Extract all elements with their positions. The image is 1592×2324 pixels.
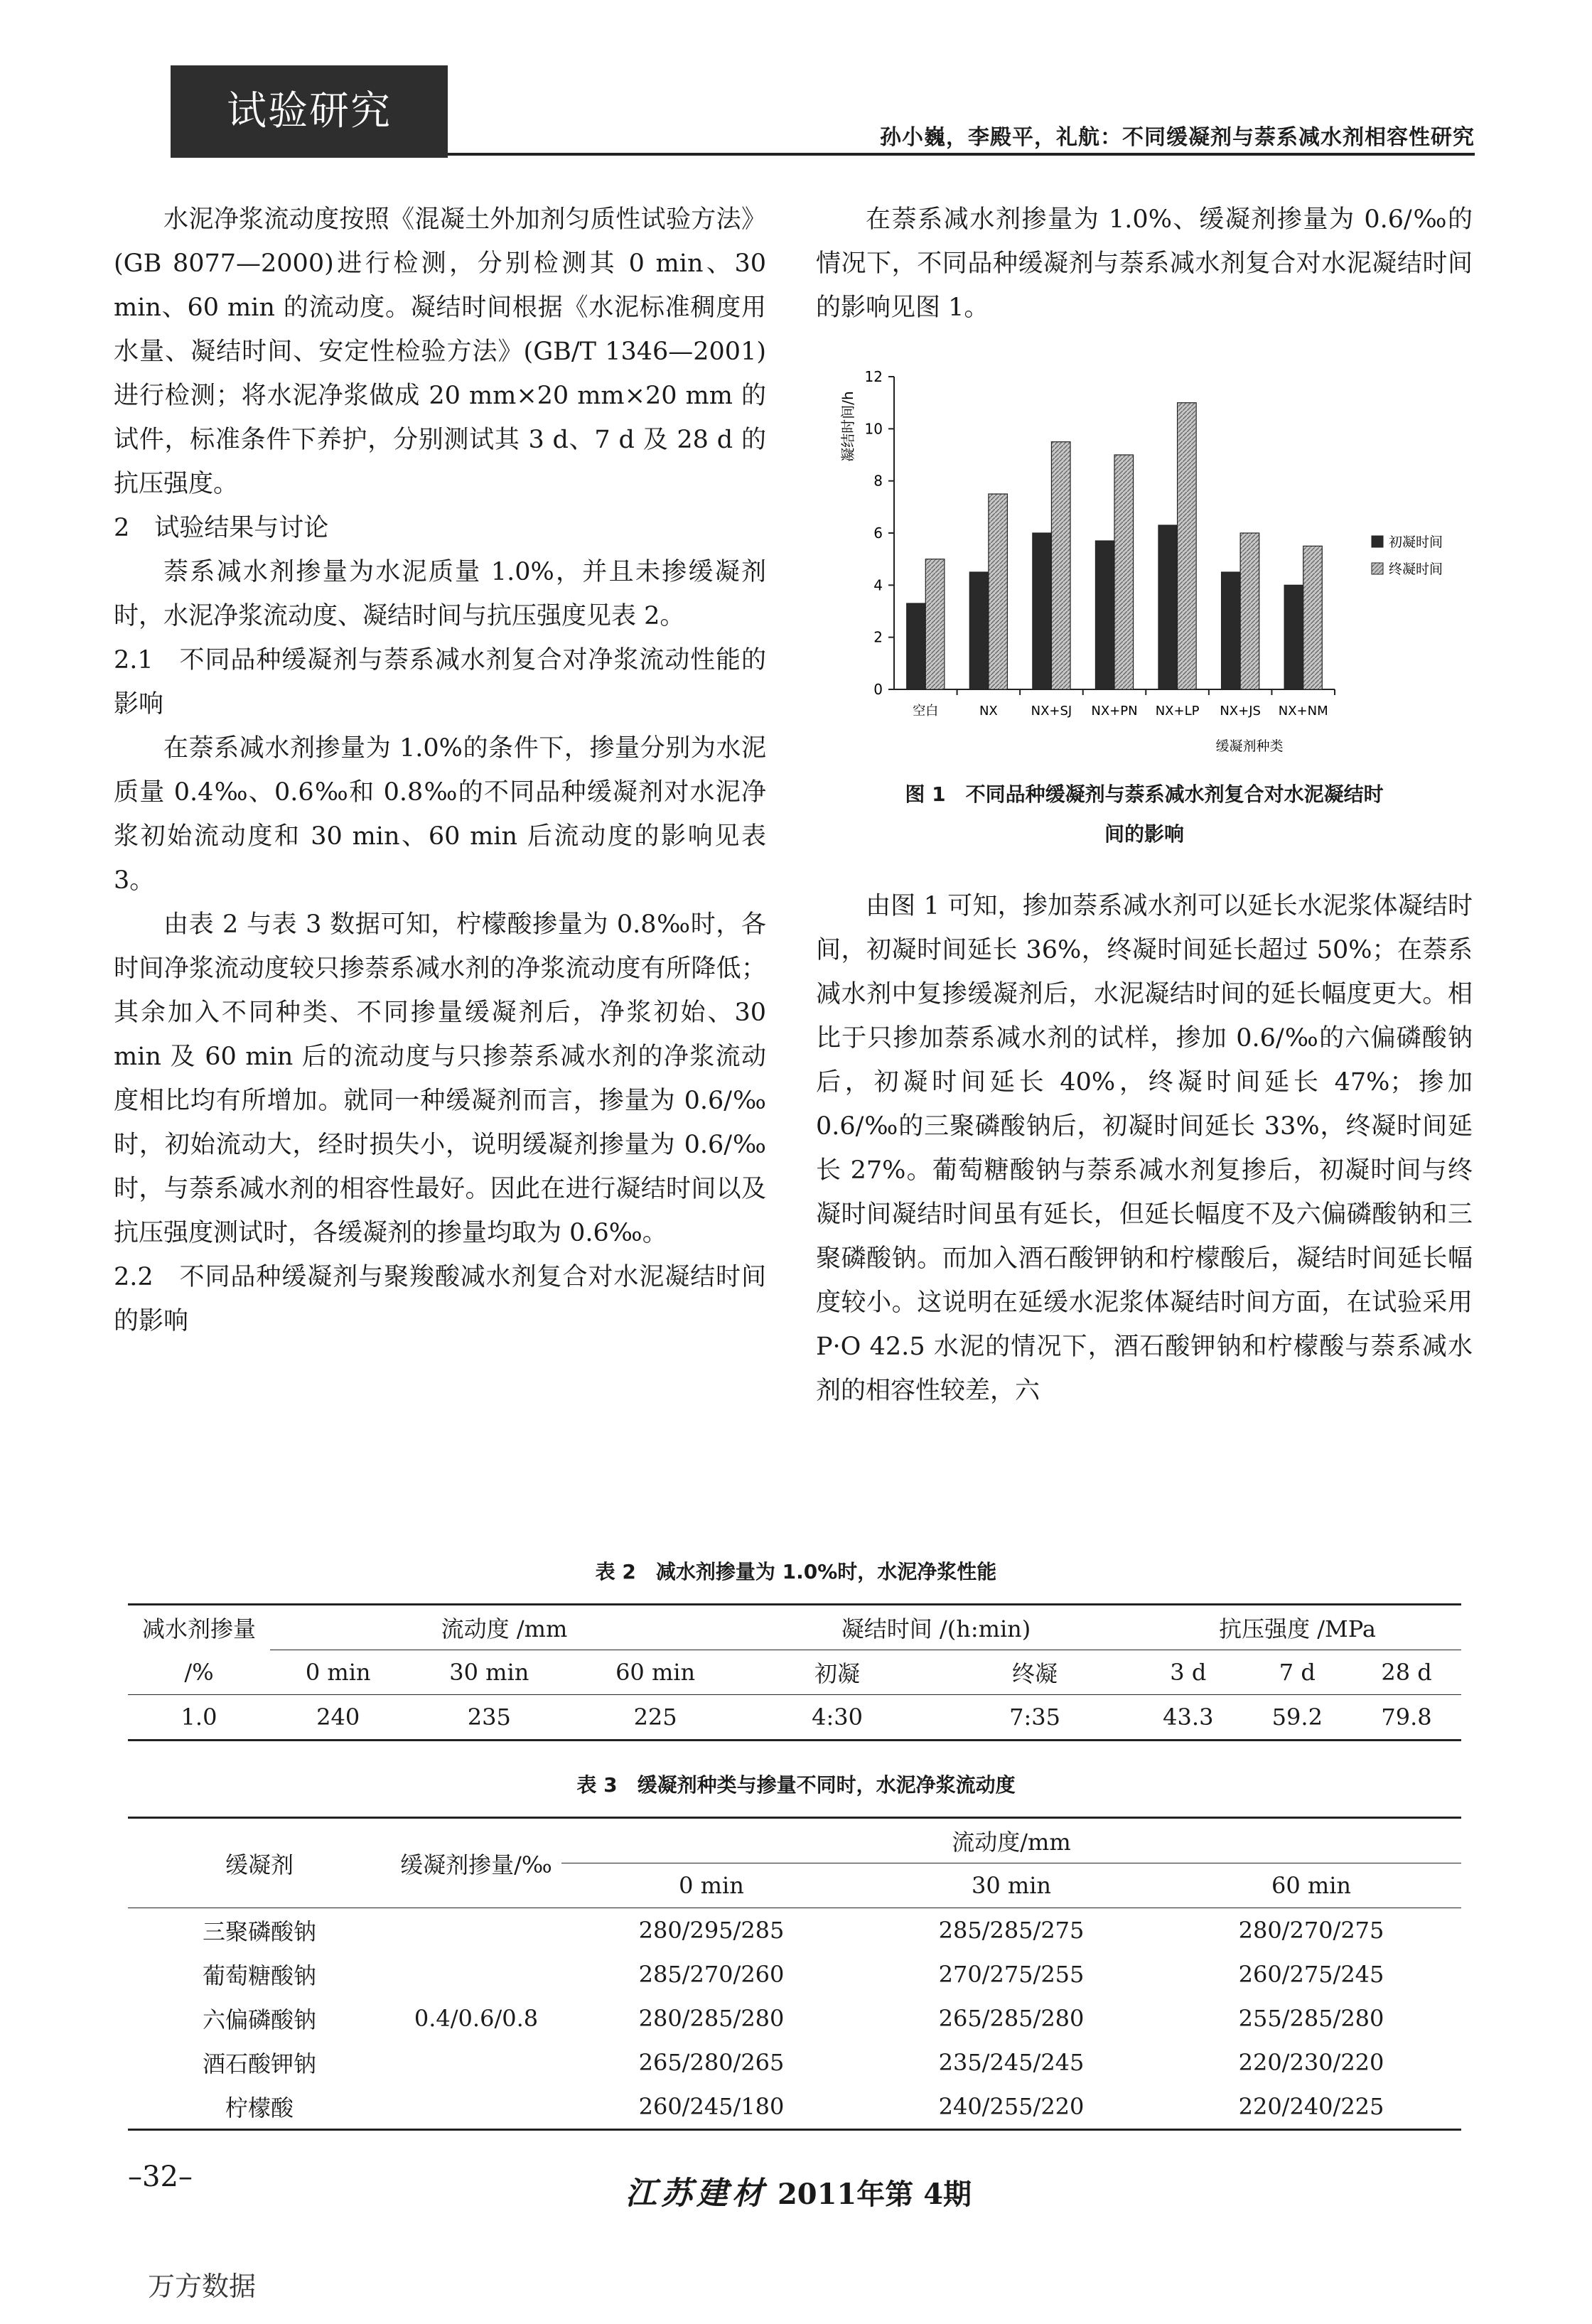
legend-label: 初凝时间	[1389, 534, 1443, 550]
watermark: 万方数据	[148, 2271, 257, 2302]
y-tick-label: 10	[864, 420, 883, 438]
table-cell: 7:35	[1009, 1704, 1060, 1731]
table-subheader: 30 min	[861, 1863, 1161, 1908]
right-column-bottom	[816, 884, 1473, 1413]
table-cell: 285/270/260	[638, 1961, 785, 1988]
table-cell: 柠檬酸	[225, 2094, 294, 2121]
table-header: 减水剂掺量	[141, 1615, 256, 1643]
figure-1-chart	[816, 355, 1473, 768]
y-axis-label: 凝结时间/h	[839, 391, 856, 462]
table-cell: 260/275/245	[1238, 1961, 1384, 1988]
x-tick-label: NX+LP	[1155, 704, 1200, 719]
table-subheader: 3 d	[1134, 1650, 1243, 1695]
table-cell: 1.0	[181, 1704, 217, 1731]
table-cell: 240	[316, 1704, 360, 1731]
x-tick-label: NX+SJ	[1031, 704, 1072, 719]
x-tick-label: 空白	[913, 704, 939, 719]
y-tick-label: 4	[873, 576, 883, 594]
bar-initial-set	[969, 572, 989, 689]
legend-swatch	[1372, 536, 1383, 547]
y-tick-label: 0	[873, 681, 883, 698]
y-tick-label: 6	[873, 524, 883, 542]
x-tick-label: NX+NM	[1278, 704, 1328, 719]
table-cell: 0.4/0.6/0.8	[414, 2005, 539, 2032]
table-cell: 220/230/220	[1238, 2049, 1384, 2076]
table-cell: 43.3	[1163, 1704, 1214, 1731]
table-cell: 260/245/180	[638, 2093, 785, 2120]
table-cell: 265/285/280	[938, 2005, 1085, 2032]
figure-caption	[816, 775, 1473, 854]
bar-final-set	[989, 494, 1008, 689]
table-row	[128, 1952, 1461, 1996]
table-subheader: 初凝	[738, 1650, 936, 1695]
table-3	[128, 1817, 1461, 2131]
bar-initial-set	[1095, 541, 1114, 689]
table-2	[128, 1603, 1461, 1741]
subsection-heading: 2.2 不同品种缓凝剂与聚羧酸减水剂复合对水泥凝结时间的影响	[114, 1263, 766, 1335]
table-cell: 285/285/275	[938, 1917, 1085, 1944]
journal-issue: 2011年第 4期	[777, 2178, 972, 2211]
x-tick-label: NX	[979, 704, 998, 719]
table-cell: 280/270/275	[1238, 1917, 1384, 1944]
bar-initial-set	[1222, 572, 1241, 689]
paragraph: 在萘系减水剂掺量为 1.0%的条件下，掺量分别为水泥质量 0.4‰、0.6‰和 0.8‰的不同品种缓凝剂对水泥净浆初始流动度和 30 min、60 min 后流动度的影响见表 3。	[114, 734, 766, 895]
table-header: 抗压强度 /MPa	[1219, 1615, 1376, 1642]
table-subheader: 60 min	[1161, 1863, 1461, 1908]
paragraph: 由图 1 可知，掺加萘系减水剂可以延长水泥浆体凝结时间，初凝时间延长 36%，终凝时间延长超过 50%；在萘系减水剂中复掺缓凝剂后，水泥凝结时间的延长幅度更大。相比于只掺加萘系减水剂的试样，掺加 0.6/‰的六偏磷酸钠后，初凝时间延长 40%，终凝时间延长 47%；掺加 0.6/‰的三聚磷酸钠后，初凝时间延长 33%，终凝时间延长 27%。葡萄糖酸钠与萘系减水剂复掺后，初凝时间与终凝时间凝结时间虽有延长，但延长幅度不及六偏磷酸钠和三聚磷酸钠。而加入酒石酸钾钠和柠檬酸后，凝结时间延长幅度较小。这说明在延缓水泥浆体凝结时间方面，在试验采用 P·O 42.5 水泥的情况下，酒石酸钾钠和柠檬酸与萘系减水剂的相容性较差，六	[816, 892, 1473, 1405]
table-cell: 235	[467, 1704, 511, 1731]
y-tick-label: 2	[873, 628, 883, 646]
table-row	[128, 1996, 1461, 2040]
x-tick-label: NX+PN	[1091, 704, 1138, 719]
bar-final-set	[1240, 533, 1259, 689]
legend-swatch	[1372, 563, 1383, 574]
table-row	[128, 1908, 1461, 1953]
table-cell: 4:30	[812, 1704, 863, 1731]
table-cell: 三聚磷酸钠	[202, 1918, 316, 1945]
paragraph: 水泥净浆流动度按照《混凝土外加剂匀质性试验方法》(GB 8077—2000)进行检测，分别检测其 0 min、30 min、60 min 的流动度。凝结时间根据《水泥标准稠度用水量、凝结时间、安定性检验方法》(GB/T 1346—2001)进行检测；将水泥净浆做成 20 mm×20 mm×20 mm 的试件，标准条件下养护，分别测试其 3 d、7 d 及 28 d 的抗压强度。	[114, 205, 766, 498]
table-3-caption: 表 3 缓凝剂种类与掺量不同时，水泥净浆流动度	[576, 1773, 1016, 1797]
table-cell: 255/285/280	[1238, 2005, 1384, 2032]
table-header: 流动度 /mm	[441, 1615, 568, 1642]
table-subheader: 7 d	[1243, 1650, 1352, 1695]
y-tick-label: 8	[873, 472, 883, 490]
legend-label: 终凝时间	[1389, 561, 1443, 577]
table-subheader: 终凝	[936, 1650, 1134, 1695]
table-cell: 240/255/220	[938, 2093, 1085, 2120]
table-2-caption: 表 2 减水剂掺量为 1.0%时，水泥净浆性能	[595, 1560, 997, 1583]
header-rule	[448, 153, 1475, 156]
table-header: 凝结时间 /(h:min)	[841, 1615, 1031, 1642]
table-subheader: 60 min	[572, 1650, 738, 1695]
bar-final-set	[1114, 455, 1134, 689]
table-header: 缓凝剂	[225, 1851, 294, 1878]
table-subheader: 28 d	[1352, 1650, 1461, 1695]
table-cell: 280/285/280	[638, 2005, 785, 2032]
bar-initial-set	[1284, 585, 1303, 689]
left-column	[114, 198, 766, 1343]
bar-final-set	[1178, 403, 1197, 689]
bar-initial-set	[1158, 525, 1178, 689]
table-header: /%	[184, 1658, 214, 1686]
table-cell: 六偏磷酸钠	[202, 2006, 316, 2033]
table-cell: 酒石酸钾钠	[202, 2050, 316, 2077]
journal-footer	[625, 2168, 972, 2213]
paragraph: 由表 2 与表 3 数据可知，柠檬酸掺量为 0.8‰时，各时间净浆流动度较只掺萘系减水剂的净浆流动度有所降低；其余加入不同种类、不同掺量缓凝剂后，净浆初始、30 min 及 60 min 后的流动度与只掺萘系减水剂的净浆流动度相比均有所增加。就同一种缓凝剂而言，掺量为 0.6/‰时，初始流动大，经时损失小，说明缓凝剂掺量为 0.6/‰时，与萘系减水剂的相容性最好。因此在进行凝结时间以及抗压强度测试时，各缓凝剂的掺量均取为 0.6‰。	[114, 910, 766, 1247]
table-header: 流动度/mm	[952, 1829, 1071, 1856]
x-axis-label: 缓凝剂种类	[1215, 738, 1284, 754]
running-header: 孙小巍，李殿平，礼航：不同缓凝剂与萘系减水剂相容性研究	[880, 125, 1475, 150]
section-tab: 试验研究	[171, 65, 448, 158]
table-cell: 225	[633, 1704, 677, 1731]
table-subheader: 0 min	[561, 1863, 861, 1908]
bar-initial-set	[907, 603, 926, 689]
figure-caption-line: 间的影响	[1104, 822, 1184, 846]
x-tick-label: NX+JS	[1220, 704, 1261, 719]
table-cell: 葡萄糖酸钠	[202, 1962, 316, 1989]
page-number: –32–	[128, 2161, 193, 2193]
table-cell: 59.2	[1271, 1704, 1323, 1731]
table-row	[128, 1695, 1461, 1741]
section-heading: 2 试验结果与讨论	[114, 514, 329, 542]
bar-final-set	[1051, 442, 1070, 689]
subsection-heading: 2.1 不同品种缓凝剂与萘系减水剂复合对净浆流动性能的影响	[114, 646, 766, 719]
table-cell: 265/280/265	[638, 2049, 785, 2076]
journal-logo: 江苏建材	[625, 2175, 768, 2212]
bar-final-set	[925, 559, 945, 689]
bar-initial-set	[1033, 533, 1052, 689]
right-column-top	[816, 198, 1473, 330]
table-cell: 270/275/255	[938, 1961, 1085, 1988]
table-row	[128, 2040, 1461, 2084]
figure-caption-line: 图 1 不同品种缓凝剂与萘系减水剂复合对水泥凝结时	[905, 782, 1384, 806]
table-subheader: 0 min	[270, 1650, 406, 1695]
table-cell: 220/240/225	[1238, 2093, 1384, 2120]
table-row	[128, 2084, 1461, 2130]
table-header: 缓凝剂掺量/‰	[400, 1851, 552, 1878]
bar-final-set	[1303, 546, 1323, 689]
table-subheader: 30 min	[406, 1650, 572, 1695]
y-tick-label: 12	[864, 368, 883, 385]
paragraph: 在萘系减水剂掺量为 1.0%、缓凝剂掺量为 0.6/‰的情况下，不同品种缓凝剂与萘系减水剂复合对水泥凝结时间的影响见图 1。	[816, 205, 1473, 322]
table-cell: 235/245/245	[938, 2049, 1085, 2076]
paragraph: 萘系减水剂掺量为水泥质量 1.0%，并且未掺缓凝剂时，水泥净浆流动度、凝结时间与抗压强度见表 2。	[114, 558, 766, 630]
table-cell: 79.8	[1381, 1704, 1432, 1731]
table-cell: 280/295/285	[638, 1917, 785, 1944]
